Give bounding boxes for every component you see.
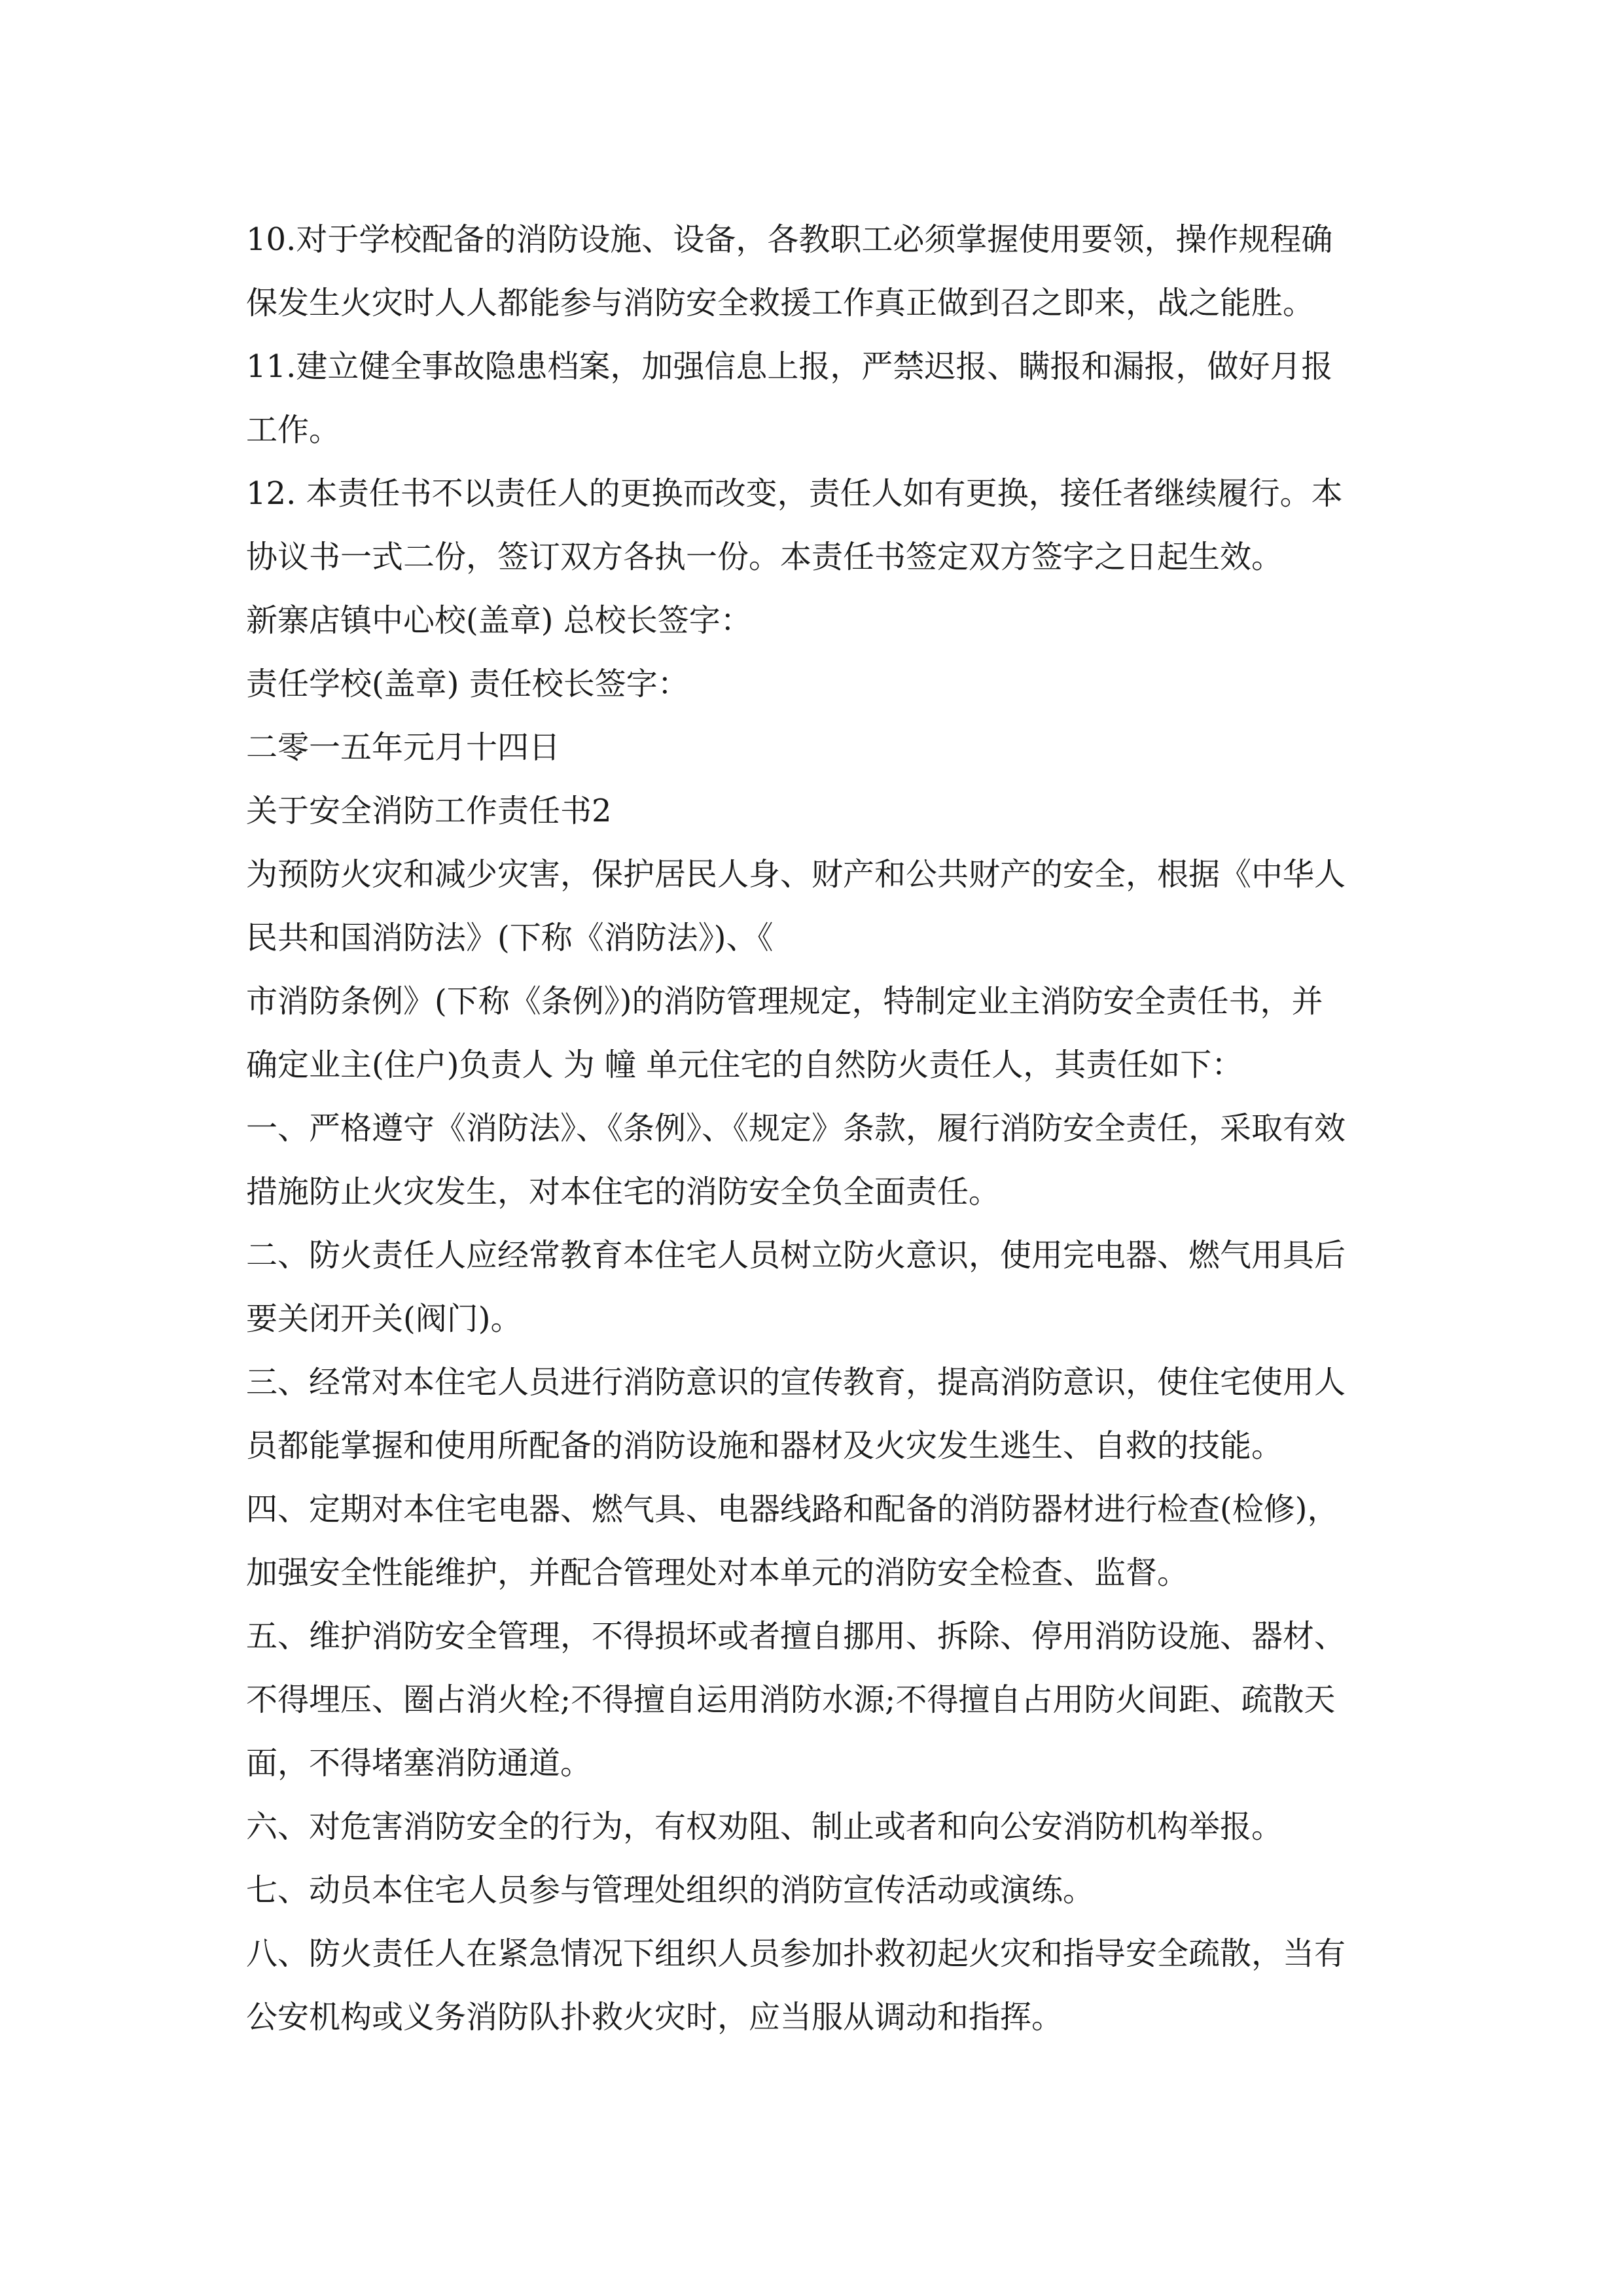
text-line-28: 八、防火责任人在紧急情况下组织人员参加扑救初起火灾和指导安全疏散，当有 xyxy=(246,1935,1346,1972)
text-line-24: 不得埋压、圈占消火栓;不得擅自运用消防水源;不得擅自占用防火间距、疏散天 xyxy=(246,1681,1336,1718)
text-line-4: 工作。 xyxy=(246,412,341,448)
text-line-25: 面，不得堵塞消防通道。 xyxy=(246,1745,592,1782)
text-line-15: 一、严格遵守《消防法》、《条例》、《规定》条款，履行消防安全责任，采取有效 xyxy=(246,1110,1346,1147)
text-line-17: 二、防火责任人应经常教育本住宅人员树立防火意识，使用完电器、燃气用具后 xyxy=(246,1237,1346,1274)
text-line-5: 12. 本责任书不以责任人的更换而改变，责任人如有更换，接任者继续履行。本 xyxy=(246,475,1343,512)
text-line-11: 为预防火灾和减少灾害，保护居民人身、财产和公共财产的安全，根据《中华人 xyxy=(246,856,1346,893)
text-line-27: 七、动员本住宅人员参与管理处组织的消防宣传活动或演练。 xyxy=(246,1872,1095,1909)
text-line-14: 确定业主(住户)负责人 为 幢 单元住宅的自然防火责任人，其责任如下： xyxy=(246,1047,1243,1083)
text-line-29: 公安机构或义务消防队扑救火灾时，应当服从调动和指挥。 xyxy=(246,1999,1063,2036)
text-line-21: 四、定期对本住宅电器、燃气具、电器线路和配备的消防器材进行检查(检修)， xyxy=(246,1491,1339,1528)
text-line-6: 协议书一式二份，签订双方各执一份。本责任书签定双方签字之日起生效。 xyxy=(246,539,1283,575)
text-line-3: 11.建立健全事故隐患档案，加强信息上报，严禁迟报、瞒报和漏报，做好月报 xyxy=(246,348,1333,385)
text-line-26: 六、对危害消防安全的行为，有权劝阻、制止或者和向公安消防机构举报。 xyxy=(246,1808,1283,1845)
text-line-18: 要关闭开关(阀门)。 xyxy=(246,1300,522,1337)
text-line-23: 五、维护消防安全管理，不得损坏或者擅自挪用、拆除、停用消防设施、器材、 xyxy=(246,1618,1346,1655)
signature-line-responsible-school: 责任学校(盖章) 责任校长签字： xyxy=(246,666,689,702)
text-line-1: 10.对于学校配备的消防设施、设备，各教职工必须掌握使用要领，操作规程确 xyxy=(246,221,1333,258)
text-line-16: 措施防止火灾发生，对本住宅的消防安全负全面责任。 xyxy=(246,1174,1001,1210)
text-line-12: 民共和国消防法》(下称《消防法》)、《 xyxy=(246,920,774,956)
document-body xyxy=(246,208,1398,2049)
signature-line-center-school: 新寨店镇中心校(盖章) 总校长签字： xyxy=(246,602,752,639)
section-title: 关于安全消防工作责任书2 xyxy=(246,793,612,829)
text-line-19: 三、经常对本住宅人员进行消防意识的宣传教育，提高消防意识，使住宅使用人 xyxy=(246,1364,1346,1401)
document-date: 二零一五年元月十四日 xyxy=(246,729,561,766)
text-line-2: 保发生火灾时人人都能参与消防安全救援工作真正做到召之即来，战之能胜。 xyxy=(246,285,1315,321)
text-line-22: 加强安全性能维护，并配合管理处对本单元的消防安全检查、监督。 xyxy=(246,1554,1189,1591)
text-line-20: 员都能掌握和使用所配备的消防设施和器材及火灾发生逃生、自救的技能。 xyxy=(246,1427,1283,1464)
text-line-13: 市消防条例》(下称《条例》)的消防管理规定，特制定业主消防安全责任书，并 xyxy=(246,983,1323,1020)
